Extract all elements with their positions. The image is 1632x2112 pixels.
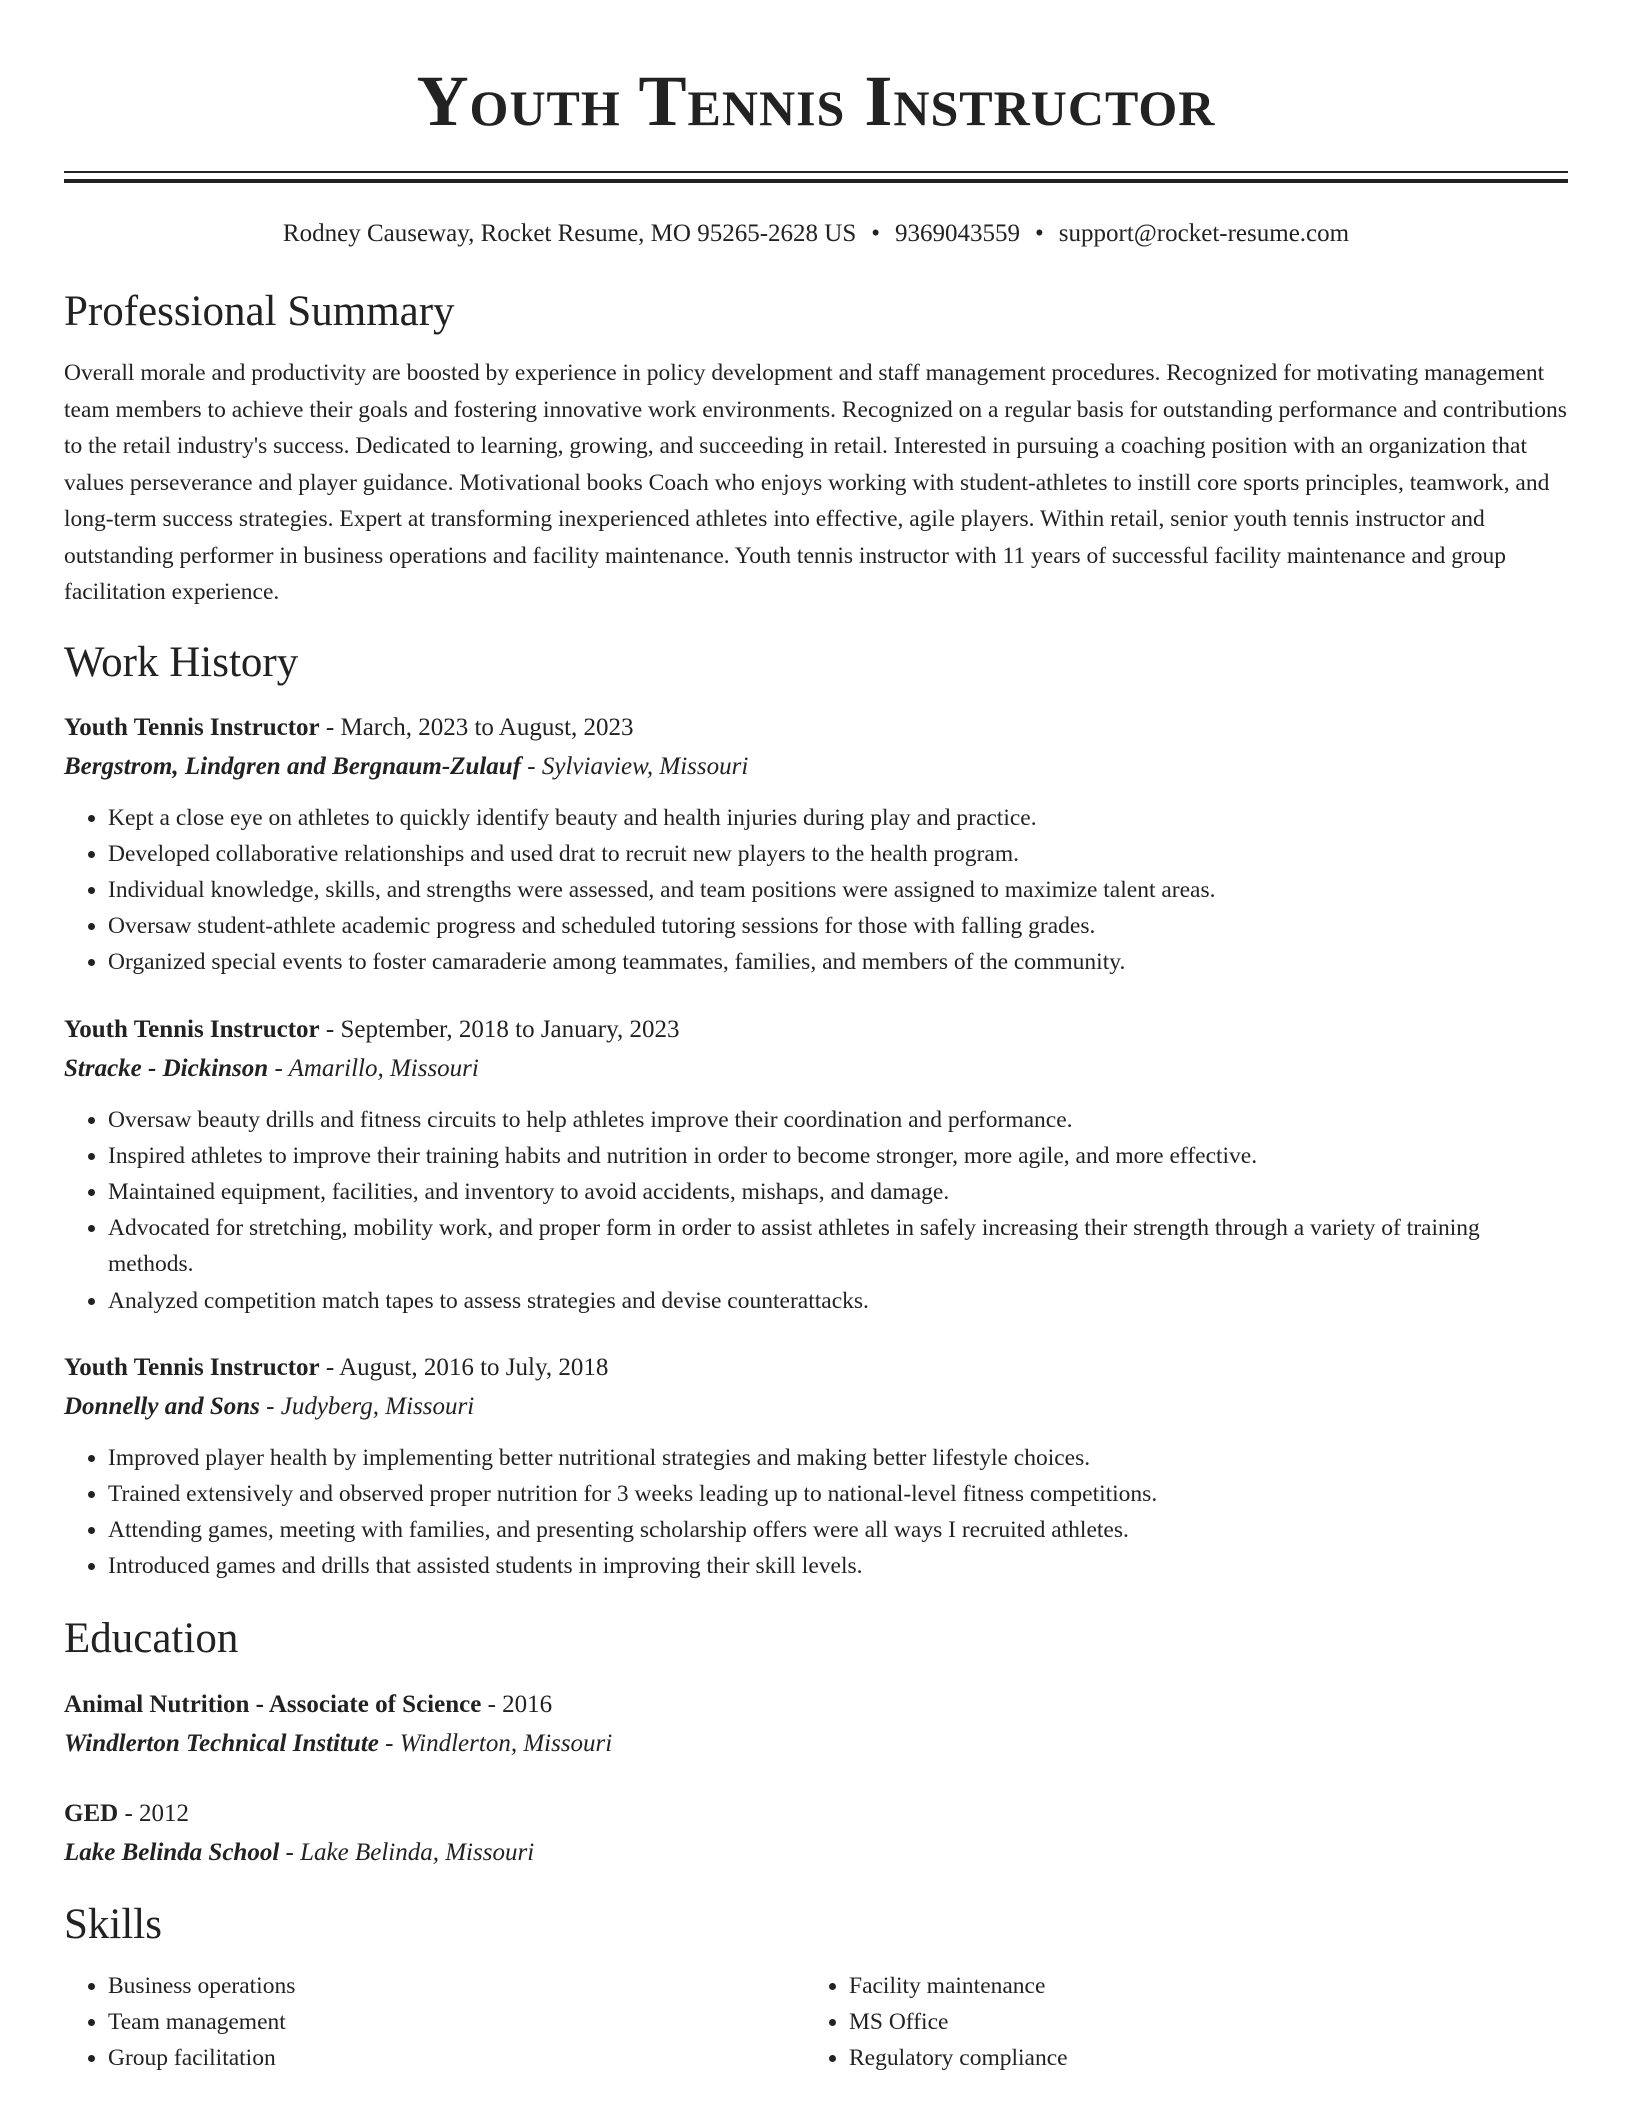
education-location: Windlerton, Missouri [399,1729,613,1757]
education-heading: Education [64,1614,239,1662]
job-bullet: • Organized special events to foster camaraderie among teammates, families, and members of the community. [108,944,1568,980]
dash-separator: - [118,1799,140,1827]
job-bullet: • Individual knowledge, skills, and strengths were assessed, and team positions were assigned to maximize talent areas. [108,872,1568,908]
job-bullet: • Attending games, meeting with families, and presenting scholarship offers were all ways I recruited athletes. [108,1512,1568,1548]
contact-separator: • [871,220,881,247]
resume-title: Youth Tennis Instructor [416,61,1216,141]
job-bullet: • Oversaw student-athlete academic progress and scheduled tutoring sessions for those with falling grades. [108,908,1568,944]
job-employer [64,1049,1568,1089]
contact-phone: 9369043559 [895,220,1021,247]
dash-separator: - [521,752,542,780]
job-company: Donnelly and Sons [64,1392,260,1420]
skill-item: • Team management [108,2004,805,2040]
skills-grid [64,1968,1568,2077]
summary-heading: Professional Summary [64,288,455,335]
job-entry [64,709,1568,981]
job-entry [64,1011,1568,1319]
job-bullet: • Analyzed competition match tapes to assess strategies and devise counterattacks. [108,1283,1568,1319]
job-location: Sylviaview, Missouri [541,752,749,780]
job-bullet: • Introduced games and drills that assisted students in improving their skill levels. [108,1548,1568,1584]
dash-separator: - [268,1054,289,1082]
education-school-line [64,1724,1568,1764]
skill-item: • Business operations [108,1968,805,2004]
job-entry [64,1349,1568,1585]
dash-separator: - [279,1838,301,1866]
job-bullet: • Oversaw beauty drills and fitness circuits to help athletes improve their coordination and performance. [108,1102,1568,1138]
skill-item: • MS Office [849,2004,1546,2040]
job-bullet: • Inspired athletes to improve their training habits and nutrition in order to become stronger, more agile, and more effective. [108,1138,1568,1174]
education-location: Lake Belinda, Missouri [300,1838,535,1866]
job-bullet: • Developed collaborative relationships and used drat to recruit new players to the health program. [108,836,1568,872]
job-bullet: • Trained extensively and observed proper nutrition for 3 weeks leading up to national-level fitness competitions. [108,1476,1568,1512]
contact-email: support@rocket-resume.com [1058,220,1350,247]
contact-separator: • [1035,220,1044,247]
education-school: Windlerton Technical Institute [64,1729,379,1757]
skills-column-right [805,1968,1546,2077]
education-header [64,1686,1568,1724]
education-school-line [64,1833,1568,1873]
job-company: Stracke - Dickinson [64,1054,269,1082]
job-location: Amarillo, Missouri [288,1054,479,1082]
job-dates: March, 2023 to August, 2023 [340,713,634,741]
skill-item: • Facility maintenance [849,1968,1546,2004]
education-degree: GED [64,1799,119,1827]
skills-heading: Skills [64,1900,162,1948]
job-bullet: • Improved player health by implementing better nutritional strategies and making better lifestyle choices. [108,1440,1568,1476]
dash-separator: - [319,1353,340,1381]
skill-item: • Regulatory compliance [849,2040,1546,2076]
dash-separator: - [378,1729,400,1757]
education-degree: Animal Nutrition - Associate of Science [64,1690,482,1718]
summary-text: Overall morale and productivity are boosted by experience in policy development and staff management procedures. Recognized for motivating management team members to achieve their goals and fostering innovative work environments. Recognized on a regular basis for outstanding performance and contributions to the retail industry's success. Dedicated to learning, growing, and succeeding in retail. Interested in pursuing a coaching position with an organization that values perseverance and player guidance. Motivational books Coach who enjoys working with student-athletes to instill core sports principles, teamwork, and long-term success strategies. Expert at transforming inexperienced athletes into effective, agile players. Within retail, senior youth tennis instructor and outstanding performer in business operations and facility maintenance. Youth tennis instructor with 11 years of successful facility maintenance and group facilitation experience. [64,360,1567,605]
job-employer [64,747,1568,787]
dash-separator: - [259,1392,281,1420]
job-role: Youth Tennis Instructor [64,1015,320,1043]
job-role: Youth Tennis Instructor [64,1353,320,1381]
job-header [64,1349,1568,1387]
skill-item: • Group facilitation [108,2040,805,2076]
job-location: Judyberg, Missouri [280,1392,475,1420]
contact-address: Rodney Causeway, Rocket Resume, MO 95265-2628 US [282,220,857,247]
job-dates: September, 2018 to January, 2023 [340,1015,680,1043]
job-dates: August, 2016 to July, 2018 [339,1353,609,1381]
education-entry [64,1795,1568,1873]
dash-separator: - [481,1690,503,1718]
job-employer [64,1387,1568,1427]
education-header [64,1795,1568,1833]
education-year: 2012 [139,1799,190,1827]
job-bullet: • Advocated for stretching, mobility work, and proper form in order to assist athletes in safely increasing their strength through a variety of training methods. [108,1210,1568,1282]
job-company: Bergstrom, Lindgren and Bergnaum-Zulauf [64,752,522,780]
title-divider [64,171,1568,183]
education-school: Lake Belinda School [64,1838,280,1866]
dash-separator: - [319,1015,341,1043]
skills-column-left [64,1968,805,2077]
job-header [64,709,1568,747]
job-bullets [64,800,1568,981]
work-history-heading: Work History [64,638,299,686]
education-entry [64,1686,1568,1764]
contact-line [64,218,1568,250]
job-bullets [64,1440,1568,1585]
education-year: 2016 [502,1690,553,1718]
job-bullets [64,1102,1568,1319]
job-bullet: • Kept a close eye on athletes to quickly identify beauty and health injuries during play and practice. [108,800,1568,836]
dash-separator: - [319,713,341,741]
job-bullet: • Maintained equipment, facilities, and inventory to avoid accidents, mishaps, and damage. [108,1174,1568,1210]
job-role: Youth Tennis Instructor [64,713,320,741]
job-header [64,1011,1568,1049]
